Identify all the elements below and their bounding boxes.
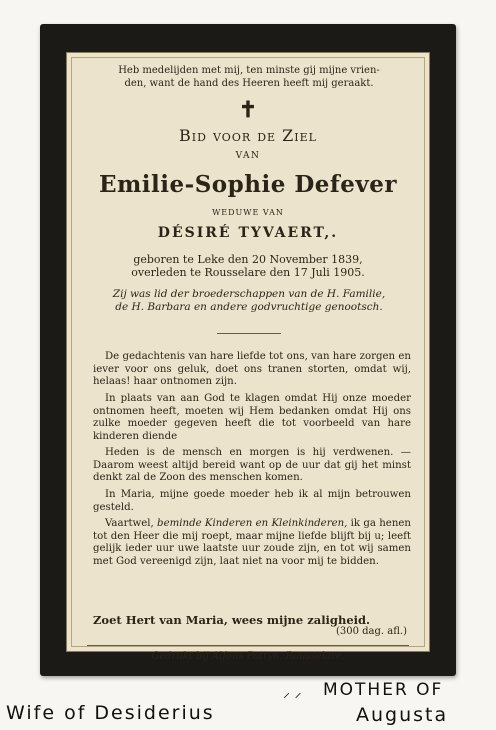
farewell-lead: Vaartwel, <box>105 518 154 529</box>
husband-name: DÉSIRÉ TYVAERT,. <box>157 225 339 241</box>
verse-line: den, want de hand des Heeren heeft mij geraakt. <box>124 77 374 89</box>
handwritten-mother-of: MOTHER OF <box>323 680 444 700</box>
paragraph-mary: In Maria, mijne goede moeder heb ik al mijn betrouwen gesteld. <box>93 489 411 513</box>
widow-of-label: WEDUWE VAN <box>212 208 284 217</box>
farewell-text: ik ga henen tot den Heer die mij roept, maar mijne liefde blijft bij u; leeft gelijk ieder uur uwe laatste uur zoude zijn, en tot wij samen met God vereenigd zijn, laat niet na voor mij te bidden. <box>93 518 411 567</box>
paragraph-thanks: In plaats van aan God te klagen omdat Hij onze moeder ontnomen heeft, moeten wij Hem bedanken omdat Hij ons zulke moeder gegeven heeft die tot voorbeeld van hare kinderen diende <box>93 393 411 442</box>
farewell-addressees: beminde Kinderen en Kleinkinderen, <box>157 518 348 529</box>
deceased-name: Emilie-Sophie Defever <box>98 171 398 198</box>
closing-prayer: Zoet Hert van Maria, wees mijne zaligheid. <box>93 613 371 627</box>
card-panel <box>66 52 430 662</box>
van-label: VAN <box>235 151 261 161</box>
death-line: overleden te Rousselare den 17 Juli 1905. <box>131 266 365 279</box>
handwritten-tick-marks: ⸝ ⸝ <box>283 685 302 701</box>
paragraph-remembrance: De gedachtenis van hare liefde tot ons, van hare zorgen en iever voor ons geluk, doet ons tranen storten, omdat wij, helaas! haar ontnomen zijn. <box>93 351 411 388</box>
paragraph-farewell <box>93 518 411 568</box>
brotherhood-note <box>77 288 421 314</box>
divider <box>217 333 281 334</box>
prayer-heading: Bid voor de Ziel <box>179 126 317 145</box>
verse-line: Heb medelijden met mij, ten minste gij mijne vrien- <box>118 65 380 76</box>
handwritten-wife-note: Wife of Desiderius <box>6 702 215 724</box>
brotherhood-line: Zij was lid der broederschappen van de H. Familie, <box>112 288 386 300</box>
printer-divider <box>87 645 409 646</box>
printer-credit: Gedrukt bij Alfons Pattyn, Rousselare. <box>151 651 345 662</box>
birth-line: geboren te Leke den 20 November 1839, <box>133 253 363 266</box>
life-dates <box>67 253 429 279</box>
cross-icon: ✝ <box>238 97 258 123</box>
handwritten-augusta: Augusta <box>356 704 449 726</box>
indulgence-note: (300 dag. afl.) <box>335 626 407 637</box>
memorial-card <box>40 24 456 676</box>
brotherhood-line: de H. Barbara en andere godvruchtige genootsch. <box>115 301 383 313</box>
paragraph-vigilance: Heden is de mensch en morgen is hij verdwenen. — Daarom weest altijd bereid want op de uur dat gij het minst denkt zal de Zoon des menschen komen. <box>93 447 411 484</box>
opening-verse <box>79 65 419 90</box>
